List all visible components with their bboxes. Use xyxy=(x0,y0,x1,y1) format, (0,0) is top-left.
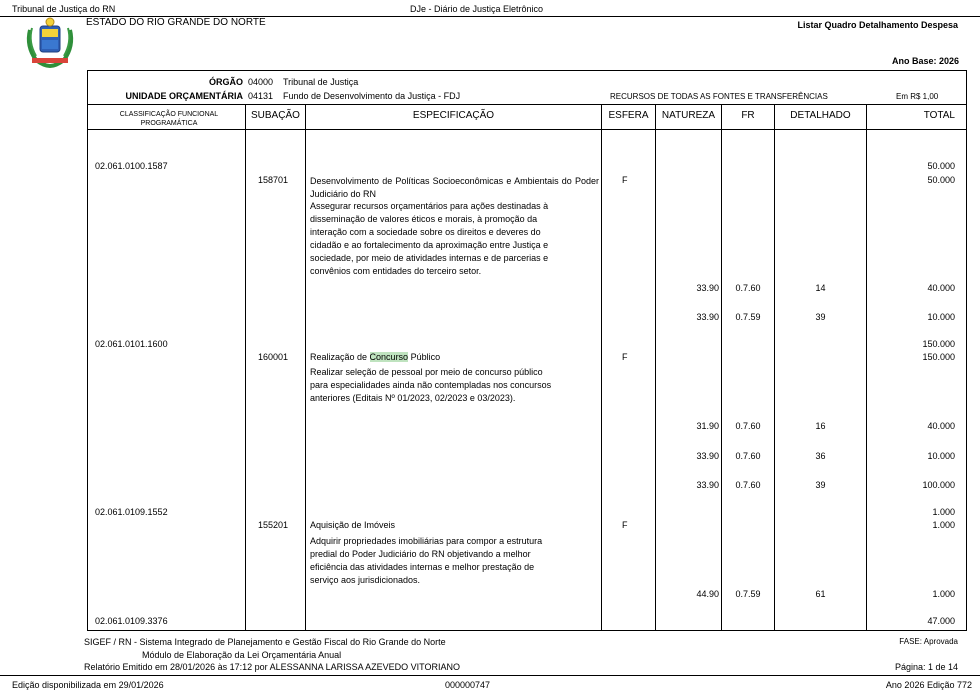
bottom-bar-rule xyxy=(0,675,980,676)
detalhado-160001-36: 36 xyxy=(815,451,826,461)
col-esfera: ESFERA xyxy=(608,110,649,121)
col-especificacao: ESPECIFICAÇÃO xyxy=(412,110,495,121)
total-160001-39: 100.000 xyxy=(922,480,955,490)
total-3376: 47.000 xyxy=(927,616,955,626)
col-detalhado: DETALHADO xyxy=(790,110,851,121)
natureza-160001-39: 33.90 xyxy=(696,480,719,490)
unidade-label: UNIDADE ORÇAMENTÁRIA xyxy=(125,91,243,101)
subacao-158701: 158701 xyxy=(258,175,289,185)
classificacao-3376: 02.061.0109.3376 xyxy=(95,616,168,626)
subacao-155201: 155201 xyxy=(258,520,289,530)
footer-fase: FASE: Aprovada xyxy=(899,637,958,646)
total-160001-16: 40.000 xyxy=(927,421,955,431)
unidade-name: Fundo de Desenvolvimento da Justiça - FDJ xyxy=(283,91,461,101)
col-fr: FR xyxy=(741,110,755,121)
orgao-code: 04000 xyxy=(248,77,274,87)
total-1552: 1.000 xyxy=(932,507,955,517)
fr-160001-16: 0.7.60 xyxy=(735,421,761,431)
natureza-158701-14: 33.90 xyxy=(696,283,719,293)
titulo-160001: Realização de Concurso Público xyxy=(310,352,441,362)
titulo-158701: Desenvolvimento de Políticas Socioeconômicas e Ambientais do Poder Judiciário do RN xyxy=(310,176,599,199)
fr-158701-14: 0.7.60 xyxy=(735,283,761,293)
col-natureza: NATUREZA xyxy=(661,110,716,121)
total-1587: 50.000 xyxy=(927,161,955,171)
footer-emitido: Relatório Emitido em 28/01/2026 às 17:12 por ALESSANNA LARISSA AZEVEDO VITORIANO xyxy=(84,662,461,672)
bottom-page-number: 000000747 xyxy=(445,680,491,690)
footer-modulo: Módulo de Elaboração da Lei Orçamentária Anual xyxy=(142,650,342,660)
classificacao-1587: 02.061.0100.1587 xyxy=(95,161,168,171)
natureza-155201-61: 44.90 xyxy=(696,589,719,599)
detalhado-158701-14: 14 xyxy=(815,283,826,293)
titulo-155201: Aquisição de Imóveis xyxy=(310,520,396,530)
esfera-158701: F xyxy=(622,175,628,185)
state-name: ESTADO DO RIO GRANDE DO NORTE xyxy=(86,17,266,28)
detalhado-160001-39: 39 xyxy=(815,480,826,490)
classificacao-1600: 02.061.0101.1600 xyxy=(95,339,168,349)
recursos-note: RECURSOS DE TODAS AS FONTES E TRANSFERÊNCIAS xyxy=(610,92,828,101)
fr-158701-39: 0.7.59 xyxy=(735,312,761,322)
orgao-name: Tribunal de Justiça xyxy=(283,77,359,87)
total-1600: 150.000 xyxy=(922,339,955,349)
top-bar-dje: DJe - Diário de Justiça Eletrônico xyxy=(410,4,544,14)
classificacao-1552: 02.061.0109.1552 xyxy=(95,507,168,517)
ano-base: Ano Base: 2026 xyxy=(891,56,959,66)
total-155201: 1.000 xyxy=(932,520,955,530)
col-subacao: SUBAÇÃO xyxy=(251,110,300,121)
total-158701-14: 40.000 xyxy=(927,283,955,293)
currency-unit: Em R$ 1,00 xyxy=(896,92,939,101)
top-bar-court: Tribunal de Justiça do RN xyxy=(12,4,116,14)
col-total: TOTAL xyxy=(923,110,955,121)
fr-155201-61: 0.7.59 xyxy=(735,589,761,599)
descricao-160001: Realizar seleção de pessoal por meio de concurso público para especialidades ainda não contempladas nos concursos anteriores (Editais Nº 01/2023, 02/2023 e 03/2023). xyxy=(310,367,552,403)
orgao-label: ÓRGÃO xyxy=(208,77,243,87)
total-158701: 50.000 xyxy=(927,175,955,185)
descricao-155201: Adquirir propriedades imobiliárias para compor a estrutura predial do Poder Judiciário do RN objetivando a melhor eficiência das atividades internas e melhor prestação de serviço aos jurisdicionados. xyxy=(310,536,543,585)
fr-160001-39: 0.7.60 xyxy=(735,480,761,490)
total-160001-36: 10.000 xyxy=(927,451,955,461)
total-160001: 150.000 xyxy=(922,352,955,362)
fr-160001-36: 0.7.60 xyxy=(735,451,761,461)
natureza-160001-36: 33.90 xyxy=(696,451,719,461)
total-155201-61: 1.000 xyxy=(932,589,955,599)
descricao-158701: Assegurar recursos orçamentários para ações destinadas à disseminação de valores éticos e morais, à promoção da interação com a sociedade sobre os direitos e deveres do cidadão e ao fortalecimento da aproximação entre Justiça e sociedade, por meio de atividades internas e de parcerias e convênios com entidades do terceiro setor. xyxy=(310,201,549,276)
detalhado-158701-39: 39 xyxy=(815,312,826,322)
report-title: Listar Quadro Detalhamento Despesa xyxy=(797,20,958,30)
bottom-edicao-data: Edição disponibilizada em 29/01/2026 xyxy=(12,680,164,690)
esfera-160001: F xyxy=(622,352,628,362)
search-highlight: Concurso xyxy=(369,352,409,362)
unidade-code: 04131 xyxy=(248,91,274,101)
footer-sigef: SIGEF / RN - Sistema Integrado de Planejamento e Gestão Fiscal do Rio Grande do Norte xyxy=(84,637,446,647)
col-classificacao: CLASSIFICAÇÃO FUNCIONAL PROGRAMÁTICA xyxy=(119,111,219,127)
detalhado-155201-61: 61 xyxy=(815,589,826,599)
natureza-158701-39: 33.90 xyxy=(696,312,719,322)
subacao-160001: 160001 xyxy=(258,352,289,362)
coat-of-arms-icon xyxy=(22,16,78,68)
total-158701-39: 10.000 xyxy=(927,312,955,322)
bottom-edicao-numero: Ano 2026 Edição 772 xyxy=(885,680,972,690)
footer-pagina: Página: 1 de 14 xyxy=(894,662,958,672)
natureza-160001-16: 31.90 xyxy=(696,421,719,431)
esfera-155201: F xyxy=(622,520,628,530)
detalhado-160001-16: 16 xyxy=(815,421,826,431)
